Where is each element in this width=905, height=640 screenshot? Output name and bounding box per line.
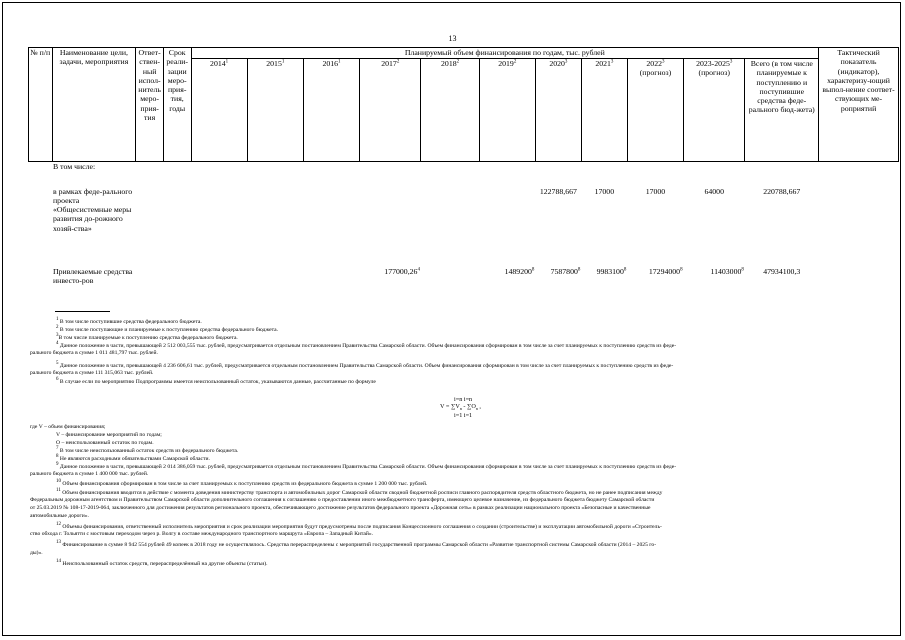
footnote: автомобильные дороги». bbox=[30, 513, 89, 519]
footnote: ды)». bbox=[30, 550, 43, 556]
footnote-separator bbox=[55, 311, 110, 312]
formula-upper-limits: i=n i=n bbox=[454, 396, 473, 403]
cell-2021: 9983100$^8$ bbox=[596, 266, 627, 276]
footnote: $^9$ Данное положение в части, превышающей 2 014 386,059 тыс. рублей, предусматривается отдельным постановлением Правительства Самарской области. Объем финансирования сформирован в том числе за счет планируемых к поступлению средств из феде- bbox=[56, 462, 677, 470]
footnote: рального бюджета в сумме 1 011 481,797 тыс. рублей. bbox=[30, 350, 158, 356]
footnote: ство обхода г. Тольятти с мостовым переходом через р. Волгу в составе международного транспортного маршрута «Европа – Западный Китай». bbox=[30, 531, 374, 537]
year-header: 2015$^1$ bbox=[247, 59, 303, 162]
footnote: рального бюджета в сумме 1 400 000 тыс. рублей. bbox=[30, 471, 149, 477]
footnote: $^1$ В том числе поступившие средства федерального бюджета. bbox=[56, 317, 202, 325]
year-header: 2017$^2$ bbox=[360, 59, 421, 162]
table-row bbox=[29, 267, 899, 307]
year-header: 2018$^2$ bbox=[421, 59, 479, 162]
col-name-header: Наименование цели, задачи, мероприятия bbox=[52, 48, 136, 162]
cell-2017: 177000,26$^4$ bbox=[384, 266, 420, 276]
footnote: $^{11}$ Объем финансирования вводится в действие с момента доведения министерству транспорта и автомобильных дорог Самарской области сводной бюджетной росписи главного распорядителя средств областного бюджета, но не ранее подписания между bbox=[56, 488, 663, 496]
cell-2023-2025: 11403000$^8$ bbox=[710, 266, 744, 276]
year-header: 2019$^2$ bbox=[479, 59, 535, 162]
footnote: $^{13}$ Финансирование в сумме 8 942 554 рублей 49 копеек в 2018 году не осуществлялось. Средства перераспределены с мероприятий государственной программы Самарской области «Развитие транспортной системы Самарской области (2014 – 2025 го- bbox=[56, 540, 657, 548]
footnote: $^7$ В том числе неиспользованный остаток средств из федерального бюджета. bbox=[56, 446, 239, 454]
footnote: от 25.03.2019 № 108-17-2019-064, заключенного для достижения результатов регионального проекта, обеспечивающего достижение результатов федерального проекта «Дорожная сеть» в рамках реализации национального проекта «Безопасные и качественные bbox=[30, 505, 651, 511]
cell-2023-2025: 64000 bbox=[704, 186, 724, 196]
cell-2022: 17000 bbox=[645, 186, 666, 196]
col-num-header: № п/п bbox=[29, 48, 53, 162]
footnote: $^2$ В том числе поступающие и планируемые к поступлению средства федерального бюджета. bbox=[56, 325, 279, 333]
page-number: 13 bbox=[448, 34, 457, 43]
year-header: 2023-2025$^3$ (прогноз) bbox=[684, 59, 745, 162]
year-header: 2016$^1$ bbox=[303, 59, 359, 162]
year-header: 2022$^3$ (прогноз) bbox=[627, 59, 683, 162]
year-header: 2020$^3$ bbox=[535, 59, 581, 162]
year-header: 2014$^1$ bbox=[191, 59, 247, 162]
row-name: В том числе: bbox=[53, 162, 96, 171]
footnote: где V – объем финансирования; bbox=[30, 424, 106, 430]
row-name: Привлекаемые средства инвесто-ров bbox=[53, 266, 133, 285]
footnote: $^3$В том числе планируемые к поступлению средства федерального бюджета. bbox=[56, 333, 238, 341]
footnote: O – неиспользованный остаток по годам. bbox=[56, 440, 154, 446]
formula bbox=[440, 397, 481, 419]
cell-2022: 17294000$^8$ bbox=[648, 266, 683, 276]
footnote: $^4$ Данное положение в части, превышающей 2 512 003,555 тыс. рублей, предусматривается отдельным постановлением Правительства Самарской области. Объем финансирования сформирован в том числе за счет планируемых к поступлению средств из феде- bbox=[56, 341, 677, 349]
col-term-header: Срок реали-зации меро-прия-тия, годы bbox=[163, 48, 191, 162]
footnote: $^8$ Не являются расходными обязательствами Самарской области. bbox=[56, 454, 210, 462]
footnote: Федеральным дорожным агентством и Правительством Самарской области дополнительного соглашения к соглашению о предоставлении иного межбюджетного трансферта, имеющего целевое назначение, из федерального бюджета бюджету Самарской области bbox=[30, 497, 655, 503]
footnote: $^6$ В случае если по мероприятию Подпрограммы имеется неиспользованный остаток, указываются данные, рассчитанные по формуле bbox=[56, 377, 376, 385]
footnote: $^{12}$ Объемы финансирования, ответственный исполнитель мероприятия и срок реализации мероприятия будут предусмотрены после подписания Концессионного соглашения о создании (строительстве) и эксплуатации автомобильной дороги «Строитель- bbox=[56, 522, 662, 530]
cell-total: 47934100,3 bbox=[763, 266, 801, 276]
cell-total: 220788,667 bbox=[763, 186, 801, 196]
cell-2021: 17000 bbox=[594, 186, 615, 196]
row-name: в рамках феде-рального проекта «Общесистемные меры развития до-рожного хозяй-ства» bbox=[53, 186, 133, 233]
formula-lower-limits: i=1 i=1 bbox=[454, 411, 473, 419]
year-header: 2021$^3$ bbox=[581, 59, 627, 162]
planned-financing-header: Планируемый объем финансирования по годам, тыс. рублей bbox=[191, 48, 819, 59]
cell-2019: 1489200$^8$ bbox=[504, 266, 535, 276]
formula-expression: $V = \sum V_n - \sum O_n$ , bbox=[440, 402, 481, 411]
footnote: V – финансирование мероприятий по годам; bbox=[56, 432, 162, 438]
footnote: $^5$ Данное положение в части, превышающей 4 236 606,61 тыс. рублей, предусматривается отдельным постановлением Правительства Самарской области. Объем финансирования сформирован в том числе за счет планируемых к поступлению средств из феде- bbox=[56, 361, 674, 369]
col-responsible-header: Ответ-ствен-ный испол-нитель меро-прия-тия bbox=[136, 48, 164, 162]
table-row bbox=[29, 187, 899, 267]
footnote: $^{10}$ Объем финансирования сформирован в том числе за счет планируемых к поступлению средств из федерального бюджета в сумме 1 200 000 тыс. рублей. bbox=[56, 479, 428, 487]
financing-table bbox=[28, 47, 899, 307]
col-indicator-header: Тактический показатель (индикатор), характеризу-ющий выпол-нение соответ-ствующих ме-роприятий bbox=[819, 48, 899, 162]
footnote: $^{14}$ Неиспользованный остаток средств, перераспределённый на другие объекты (статьи). bbox=[56, 559, 268, 567]
col-total-header: Всего (в том числе планируемые к поступлению и поступившие средства феде-рального бюд-жета) bbox=[745, 59, 819, 162]
footnote: рального бюджета в сумме 111 315,063 тыс. рублей. bbox=[30, 370, 154, 376]
cell-2020: 7587800$^8$ bbox=[550, 266, 581, 276]
table-row bbox=[29, 162, 899, 187]
cell-2020: 122788,667 bbox=[539, 186, 577, 196]
